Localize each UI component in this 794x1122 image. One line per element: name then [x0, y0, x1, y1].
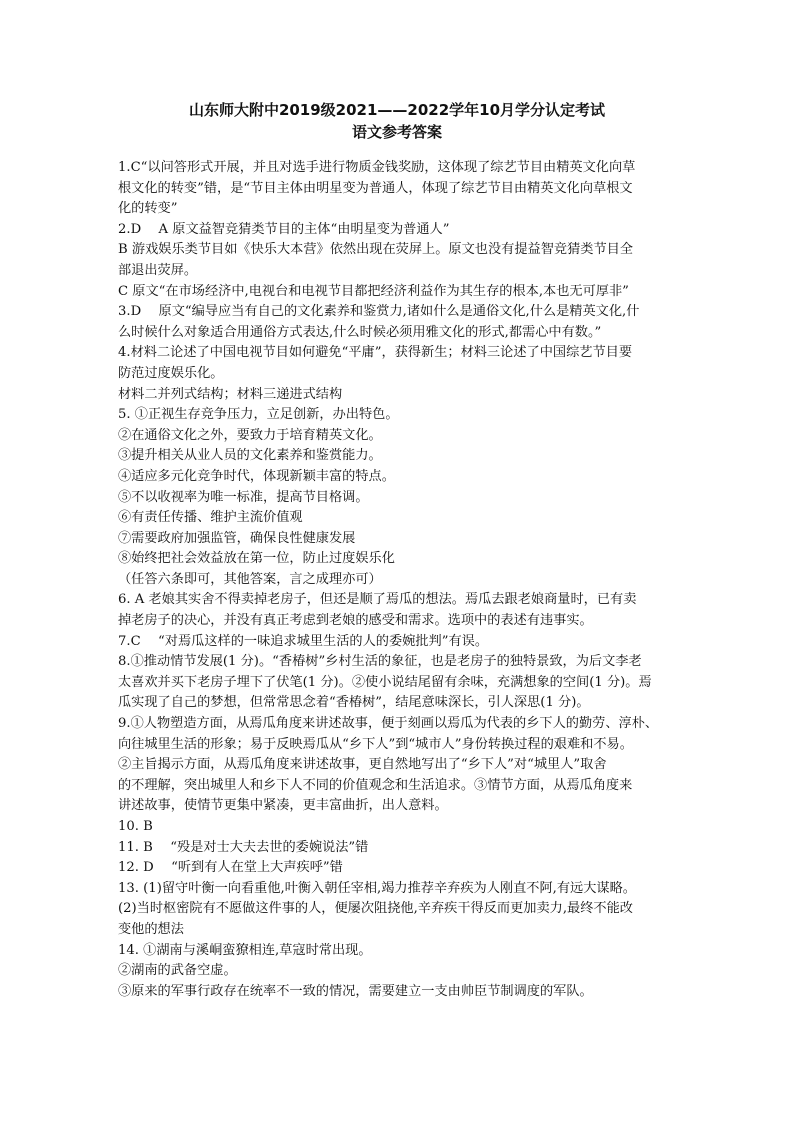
answer-line: (2)当时枢密院有不愿做这件事的人，便屡次阻挠他,辛弃疾干得反而更加卖力,最终不能改 [118, 901, 633, 917]
answer-line: 7.C “对焉瓜这样的一味追求城里生活的人的委婉批判”有误。 [118, 633, 489, 649]
answer-line: ③提升相关从业人员的文化素养和鉴赏能力。 [118, 448, 382, 464]
answer-line: ⑤不以收视率为唯一标准，提高节目格调。 [118, 489, 369, 505]
answer-line: 1.C“以问答形式开展，并且对选手进行物质金钱奖励，这体现了综艺节目由精英文化向草 [118, 160, 636, 175]
answer-line: 12. D “听到有人在堂上大声疾呼”错 [118, 860, 343, 876]
answer-line: 根文化的转变”错，是“节目主体由明星变为普通人，体现了综艺节目由精英文化向草根文 [118, 180, 633, 196]
answer-line: 4.材料二论述了中国电视节目如何避免“平庸”，获得新生；材料三论述了中国综艺节目要 [118, 345, 632, 361]
answer-line: 11. B “殁是对士大夫去世的委婉说法”错 [118, 839, 369, 855]
answer-line: B 游戏娱乐类节目如《快乐大本营》依然出现在荧屏上。原文也没有提益智竞猜类节目全 [118, 242, 634, 258]
answer-line: 部退出荧屏。 [118, 262, 198, 278]
answer-line: 9.①人物塑造方面，从焉瓜角度来讲述故事，便于刻画以焉瓜为代表的乡下人的勤劳、淳朴、 [118, 716, 659, 732]
answer-line: 防范过度娱乐化。 [118, 365, 224, 381]
answer-line: 向往城里生活的形象；易于反映焉瓜从“乡下人”到“城市人”身份转换过程的艰难和不易。 [118, 736, 633, 752]
answer-line: 3.D 原文“编导应当有自己的文化素养和鉴赏力,诸如什么是通俗文化,什么是精英文化,什 [118, 304, 640, 320]
answer-line: 太喜欢并买下老房子埋下了伏笔(1 分)。②使小说结尾留有余味，充满想象的空间(1 分)。焉 [118, 674, 652, 690]
answer-line: 化的转变” [118, 201, 178, 217]
answer-line: C 原文“在市场经济中,电视台和电视节目都把经济利益作为其生存的根本,本也无可厚非” [118, 283, 629, 299]
answer-line: （任答六条即可，其他答案，言之成理亦可） [118, 571, 382, 587]
answer-line: 么时候什么对象适合用通俗方式表达,什么时候必须用雅文化的形式,都需心中有数。” [118, 324, 602, 340]
answer-line: ⑦需要政府加强监管，确保良性健康发展 [118, 530, 356, 546]
page-title: 山东师大附中2019级2021——2022学年10月学分认定考试 [188, 101, 606, 119]
answer-line: 的不理解，突出城里人和乡下人不同的价值观念和生活追求。③情节方面，从焉瓜角度来 [118, 777, 633, 793]
answer-line: 瓜实现了自己的梦想，但常常思念着“香椿树”，结尾意味深长，引人深思(1 分)。 [118, 695, 590, 711]
answer-line: 掉老房子的决心，并没有真正考虑到老娘的感受和需求。选项中的表述有违事实。 [118, 613, 593, 629]
answer-line: ⑧始终把社会效益放在第一位，防止过度娱乐化 [118, 551, 395, 567]
answer-line: ③原来的军事行政存在统率不一致的情况，需要建立一支由帅臣节制调度的军队。 [118, 983, 593, 999]
answer-line: 10. B [118, 819, 153, 834]
answer-line: ⑥有责任传播、维护主流价值观 [118, 510, 303, 526]
answer-line: 8.①推动情节发展(1 分)。“香椿树”乡村生活的象征，也是老房子的独特景致，为后文李老 [118, 654, 642, 670]
answer-body [118, 158, 678, 1002]
answer-line: ④适应多元化竞争时代，体现新颖丰富的特点。 [118, 468, 395, 484]
answer-line: 14. ①湖南与溪峒蛮獠相连,草寇时常出现。 [118, 942, 372, 958]
answer-line: ②主旨揭示方面，从焉瓜角度来讲述故事，更自然地写出了“乡下人”对“城里人”取舍 [118, 757, 607, 773]
answer-line: 变他的想法 [118, 921, 184, 937]
answer-line: 13. (1)留守叶衡一向看重他,叶衡入朝任宰相,竭力推荐辛弃疾为人刚直不阿,有远大谋略。 [118, 880, 636, 896]
answer-line: ②湖南的武备空虚。 [118, 963, 237, 979]
answer-line: 6. A 老娘其实舍不得卖掉老房子，但还是顺了焉瓜的想法。焉瓜去跟老娘商量时，已有卖 [118, 592, 637, 608]
answer-line: 讲述故事，使情节更集中紧凑，更丰富曲折，出人意料。 [118, 798, 448, 814]
answer-line: ②在通俗文化之外，要致力于培育精英文化。 [118, 427, 382, 443]
answer-line: 5. ①正视生存竞争压力，立足创新，办出特色。 [118, 407, 399, 423]
answer-line: 材料二并列式结构；材料三递进式结构 [118, 386, 343, 402]
page-subtitle: 语文参考答案 [351, 123, 442, 141]
answer-line: 2.D A 原文益智竞猜类节目的主体“由明星变为普通人” [118, 221, 450, 237]
